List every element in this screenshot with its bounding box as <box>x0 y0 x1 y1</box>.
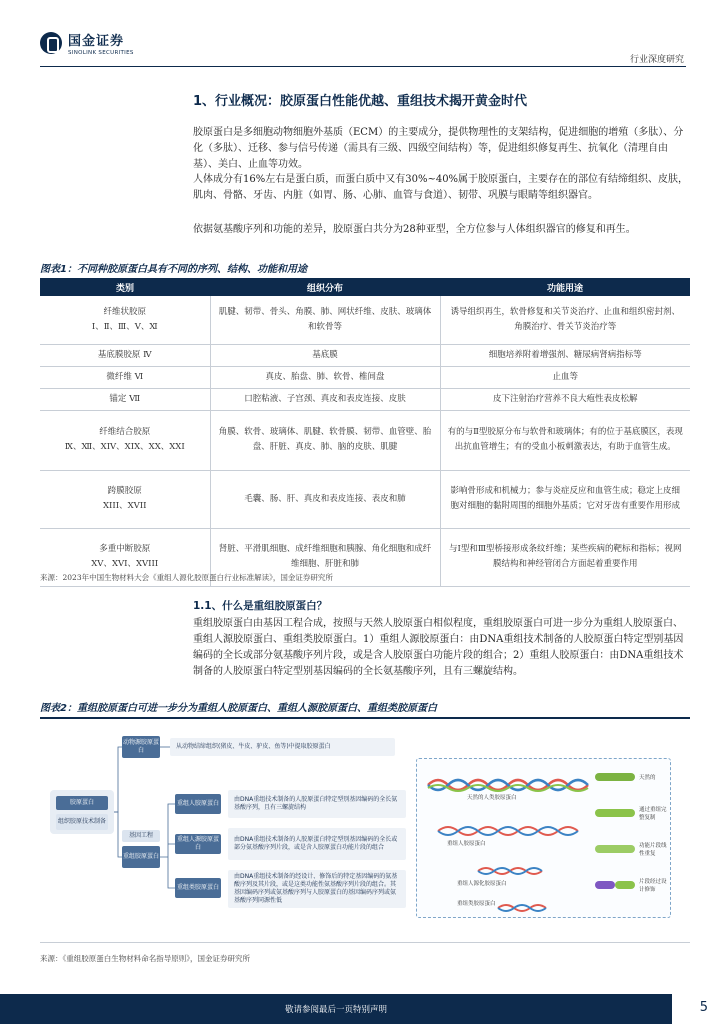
table-row <box>40 388 690 410</box>
figure1-title: 图表1：不同种胶原蛋白具有不同的序列、结构、功能和用途 <box>40 260 690 280</box>
pod-natural <box>595 773 635 781</box>
type-desc-human: 由DNA重组技术制备的人胶原蛋白特定型别基因编码的全长氨基酸序列，且有三螺旋结构 <box>228 790 406 818</box>
table-header-row <box>40 278 690 296</box>
subsection-title: 1.1、什么是重组胶原蛋白？ <box>193 600 328 612</box>
table-cell-distribution: 口腔粘液、子宫颈、真皮和表皮连接、皮肤 <box>210 388 440 410</box>
table-cell-distribution: 肌腱、韧带、骨头、角膜、肺、网状纤维、皮肤、玻璃体和软骨等 <box>210 296 440 344</box>
side-label-full: 通过重组完整复制 <box>639 807 667 821</box>
table-cell-category: 微纤维 Ⅵ <box>40 366 210 388</box>
table-cell-distribution: 角膜、软骨、玻璃体、肌腱、软骨膜、韧带、血管壁、胎盘、肝脏、真皮、肺、脑的皮肤、肌腱 <box>210 410 440 470</box>
recombinant-collagen-diagram <box>40 718 690 943</box>
side-label-linear: 功能片段线性重复 <box>639 843 667 857</box>
logo-icon <box>40 32 62 54</box>
paragraph-3: 依据氨基酸序列和功能的差异，胶原蛋白共分为28种亚型，全方位参与人体组织器官的修复和再生。 <box>193 224 636 235</box>
table-cell-distribution: 毛囊、肠、肝、真皮和表皮连接、表皮和肺 <box>210 470 440 528</box>
illus-label-like: 重组类胶原蛋白 <box>457 901 496 907</box>
table-cell-function: 影响骨形成和机械力；参与炎症反应和血管生成；稳定上皮细胞对细胞的黏附周围的细胞外基质；它对牙齿有重要作用形成 <box>440 470 690 528</box>
table-header: 组织分布 <box>210 278 440 296</box>
table-cell-category: 多重中断胶原 XV、XVI、XVIII <box>40 528 210 586</box>
subsection-paragraph: 重组胶原蛋白由基因工程合成，按照与天然人胶原蛋白相似程度，重组胶原蛋白可进一步分为重组人胶原蛋白、重组人源胶原蛋白、重组类胶原蛋白。1）重组人源胶原蛋白：由DNA重组技术制备的人胶原蛋白特定型别基因编码的全长或部分氨基酸序列片段，或是含人胶原蛋白功能片段的组合；2）重组人胶原蛋白：由DNA重组技术制备的人胶原蛋白特定型别基因编码的全长氨基酸序列，且有三螺旋结构。 <box>193 618 684 677</box>
illus-label-human: 重组人胶原蛋白 <box>447 841 486 847</box>
table-cell-category: 锚定 Ⅶ <box>40 388 210 410</box>
type-node-human: 重组人胶原蛋白 <box>175 794 221 814</box>
logo-cn-text: 国金证券 <box>68 34 125 49</box>
collagen-illustration-panel <box>416 758 671 918</box>
company-logo <box>40 30 134 56</box>
table-cell-category: 跨膜胶原 XIII、XVII <box>40 470 210 528</box>
figure1-source: 来源：2023年中国生物材料大会《重组人源化胶原蛋白行业标准解读》，国金证券研究所 <box>40 573 333 582</box>
paragraph-2: 人体成分有16%左右是蛋白质，而蛋白质中又有30%~40%属于胶原蛋白，主要存在的部位有结缔组织、皮肤，肌肉、骨骼、牙齿、内脏（如胃、肠、心肺、血管与食道）、韧带、巩膜与眼睛等组织器官。 <box>193 174 689 201</box>
table-row <box>40 470 690 528</box>
page-number: 5 <box>699 1000 708 1015</box>
table-header: 功能用途 <box>440 278 690 296</box>
side-label-design: 片段经过设计修饰 <box>639 879 667 893</box>
recomb-node: 重组胶原蛋白 <box>122 846 160 868</box>
header-divider <box>40 66 686 67</box>
section-title: 1、行业概况：胶原蛋白性能优越、重组技术揭开黄金时代 <box>193 94 528 109</box>
illus-label-natural: 天然的人类胶原蛋白 <box>467 795 517 801</box>
root-node: 胶原蛋白 <box>56 796 108 810</box>
table-cell-distribution: 真皮、胎盘、肺、软骨、椎间盘 <box>210 366 440 388</box>
illus-label-humanized: 重组人源化胶原蛋白 <box>457 881 507 887</box>
table-cell-function: 诱导组织再生，软骨修复和关节炎治疗、止血和组织密封剂、角膜治疗、骨关节炎治疗等 <box>440 296 690 344</box>
table-row <box>40 344 690 366</box>
pod-like-purple <box>595 881 615 889</box>
paragraph-1: 胶原蛋白是多细胞动物细胞外基质（ECM）的主要成分，提供物理性的支架结构，促进细胞的增殖（多肽）、分化（多肽）、迁移、参与信号传递（需具有三级、四级空间结构）等，促进组织修复再生、抗氧化（清理自由基）、美白、止血等功效。 <box>193 127 684 170</box>
type-node-like: 重组类胶原蛋白 <box>175 878 221 898</box>
collagen-table <box>40 278 690 587</box>
table-cell-category: 基底膜胶原 Ⅳ <box>40 344 210 366</box>
table-row <box>40 410 690 470</box>
report-type: 行业深度研究 <box>629 55 684 65</box>
table-cell-function: 皮下注射治疗营养不良大疱性表皮松解 <box>440 388 690 410</box>
extraction-desc: 从动物结缔组织(猪皮、牛皮、驴皮、鱼等)中提取胶原蛋白 <box>170 738 395 756</box>
table-row <box>40 296 690 344</box>
sub-left-node: 组织胶原技术制备 <box>56 814 108 830</box>
table-row <box>40 366 690 388</box>
pod-humanized <box>595 845 635 853</box>
footer-disclaimer: 敬请参阅最后一页特别声明 <box>0 994 672 1024</box>
type-desc-like: 由DNA重组技术制备的经设计、修饰后的特定基因编码的氨基酸序列及其片段，或是这类功能性氨基酸序列片段的组合。其基因编码序列或氨基酸序列与人胶原蛋白的基因编码序列或氨基酸序列同源性低 <box>228 870 406 908</box>
pod-human <box>595 809 635 817</box>
tree-connectors <box>40 718 420 943</box>
extraction-node: 动物源胶原蛋白 <box>122 736 160 758</box>
figure2-title: 图表2：重组胶原蛋白可进一步分为重组人胶原蛋白、重组人源胶原蛋白、重组类胶原蛋白 <box>40 699 690 719</box>
logo-en-text: SINOLINK SECURITIES <box>68 50 134 56</box>
table-cell-category: 纤维状胶原 Ⅰ、Ⅱ、Ⅲ、Ⅴ、Ⅺ <box>40 296 210 344</box>
side-label-natural: 天然的 <box>639 775 656 781</box>
table-cell-distribution: 基底膜 <box>210 344 440 366</box>
table-cell-distribution: 肾脏、平滑肌细胞、成纤维细胞和胰腺、角化细胞和成纤维细胞、肝脏和肺 <box>210 528 440 586</box>
table-header: 类别 <box>40 278 210 296</box>
type-desc-humanized: 由DNA重组技术制备的人胶原蛋白特定型别基因编码的全长或部分氨基酸序列片段，或是含人胶原蛋白功能片段的组合 <box>228 828 406 860</box>
engineering-node: 基因工程 <box>122 830 160 842</box>
table-cell-function: 止血等 <box>440 366 690 388</box>
figure2-source: 来源：《重组胶原蛋白生物材料命名指导原则》，国金证券研究所 <box>40 954 250 963</box>
table-cell-function: 细胞培养附着增强剂、糖尿病肾病指标等 <box>440 344 690 366</box>
table-cell-function: 有的与Ⅱ型胶原分布与软骨和玻璃体；有的位于基底膜区，表现出抗血管增生；有的受血小板刺激表达，有助于血管生成。 <box>440 410 690 470</box>
table-cell-function: 与Ⅰ型和Ⅲ型桥接形成条纹纤维；某些疾病的靶标和指标；视网膜结构和神经管闭合方面起着重要作用 <box>440 528 690 586</box>
type-node-humanized: 重组人源胶原蛋白 <box>175 834 221 854</box>
table-cell-category: 纤维结合胶原 Ⅸ、Ⅻ、XIV、XIX、XX、XXI <box>40 410 210 470</box>
pod-like-green <box>615 881 635 889</box>
